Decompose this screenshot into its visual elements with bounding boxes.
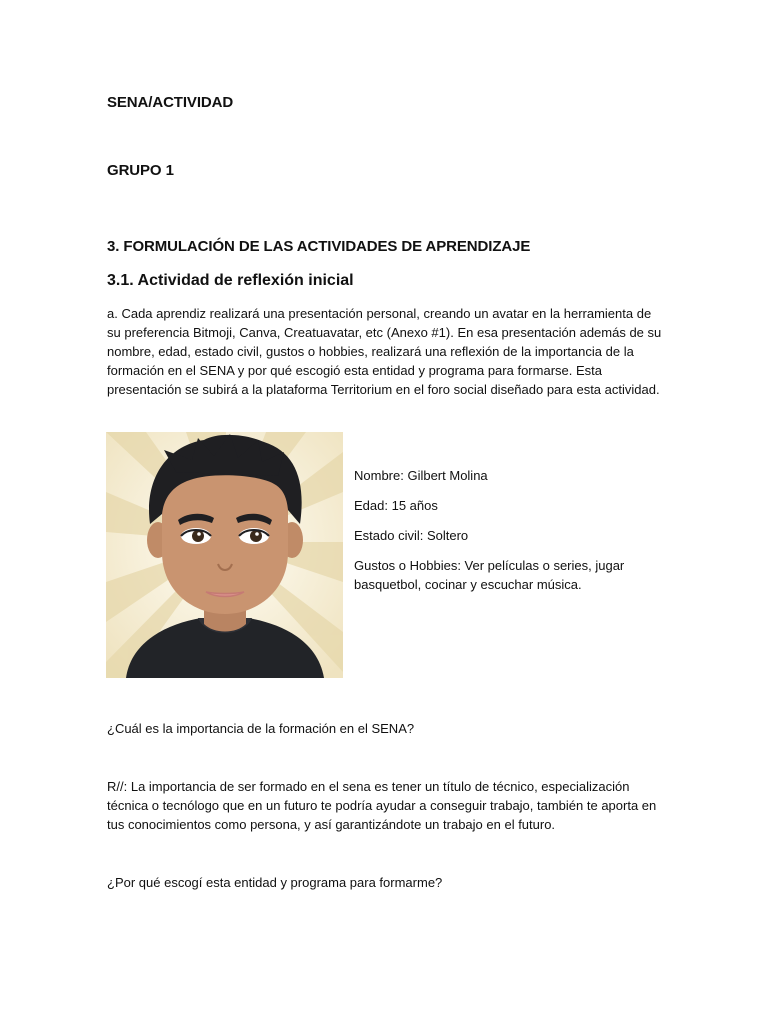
profile-info [354,466,654,594]
group-label: GRUPO 1 [107,162,174,179]
profile-hobbies: Gustos o Hobbies: Ver películas o series, jugar basquetbol, cocinar y escuchar música. [354,558,625,592]
avatar-illustration [106,432,343,678]
question-why-choose: ¿Por qué escogí esta entidad y programa para formarme? [107,875,443,890]
profile-civil-status: Estado civil: Soltero [354,528,469,543]
avatar-image [106,432,343,678]
left-pupil [192,530,204,542]
profile-name: Nombre: Gilbert Molina [354,468,488,483]
document-title: SENA/ACTIVIDAD [107,94,234,111]
answer-importance: R//: La importancia de ser formado en el sena es tener un título de técnico, especialización técnica o tecnólogo que en un futuro te podría ayudar a conseguir trabajo, también te aporta en tus conocimientos como persona, y así garantizándote un trabajo en el futuro. [107,779,657,832]
profile-age: Edad: 15 años [354,498,438,513]
activity-instruction: a. Cada aprendiz realizará una presentación personal, creando un avatar en la herramienta de su preferencia Bitmoji, Canva, Creatuavatar, etc (Anexo #1). En esa presentación además de su nombre, edad, estado civil, gustos o hobbies, realizará una reflexión de la importancia de la formación en el SENA y por qué escogió esta entidad y programa para formarse. Esta presentación se subirá a la plataforma Territorium en el foro social diseñado para esta actividad. [107,306,662,397]
right-eye-highlight [255,532,259,536]
section-subheading: 3.1. Actividad de reflexión inicial [107,272,354,289]
right-pupil [250,530,262,542]
section-heading: 3. FORMULACIÓN DE LAS ACTIVIDADES DE APRENDIZAJE [107,238,531,255]
question-importance: ¿Cuál es la importancia de la formación en el SENA? [107,721,415,736]
left-eye-highlight [197,532,201,536]
